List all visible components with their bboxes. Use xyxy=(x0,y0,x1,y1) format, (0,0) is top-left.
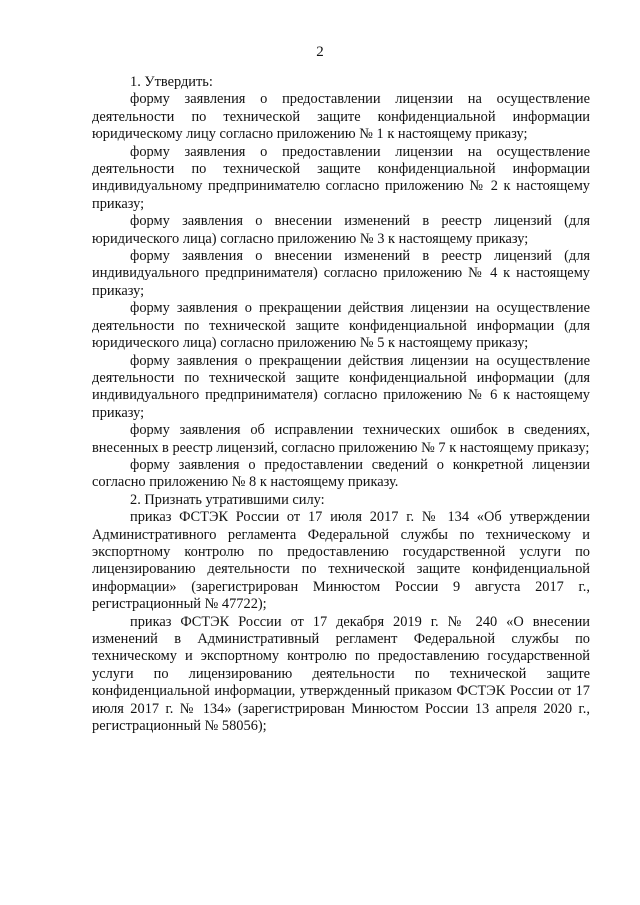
paragraph-form-3: форму заявления о внесении изменений в реестр лицензий (для юридического лица) согласно приложению № 3 к настоящему приказу; xyxy=(92,213,590,247)
paragraph-form-2: форму заявления о предоставлении лицензии на осуществление деятельности по технической защите конфиденциальной информации индивидуальному предпринимателю согласно приложению № 2 к настоящему приказу; xyxy=(92,143,590,212)
paragraph-repeal-order-134: приказ ФСТЭК России от 17 июля 2017 г. № 134 «Об утверждении Административного регламента Федеральной службы по техническому и экспортному контролю по предоставлению государственной услуги по лицензированию деятельности по технической защите конфиденциальной информации» (зарегистрирован Минюстом России 9 августа 2017 г., регистрационный № 47722); xyxy=(92,509,590,613)
paragraph-repeal-order-240: приказ ФСТЭК России от 17 декабря 2019 г. № 240 «О внесении изменений в Административный регламент Федеральной службы по техническому и экспортному контролю по предоставлению государственной услуги по лицензированию деятельности по технической защите конфиденциальной информации, утвержденный приказом ФСТЭК России от 17 июля 2017 г. № 134» (зарегистрирован Минюстом России 13 апреля 2020 г., регистрационный № 58056); xyxy=(92,613,590,735)
paragraph-approve-heading: 1. Утвердить: xyxy=(130,74,213,90)
paragraph-form-6: форму заявления о прекращении действия лицензии на осуществление деятельности по технической защите конфиденциальной информации (для индивидуального предпринимателя) согласно приложению № 6 к настоящему приказу; xyxy=(92,352,590,421)
page-number: 2 xyxy=(316,44,324,60)
paragraph-repeal-heading: 2. Признать утратившими силу: xyxy=(130,491,325,508)
paragraph-form-8: форму заявления о предоставлении сведений о конкретной лицензии согласно приложению № 8 к настоящему приказу. xyxy=(92,456,590,491)
paragraph-form-7: форму заявления об исправлении технических ошибок в сведениях, внесенных в реестр лицензий, согласно приложению № 7 к настоящему приказу; xyxy=(92,422,590,456)
paragraph-form-1: форму заявления о предоставлении лицензии на осуществление деятельности по технической защите конфиденциальной информации юридическому лицу согласно приложению № 1 к настоящему приказу; xyxy=(92,91,590,143)
document-body xyxy=(92,74,590,735)
paragraph-form-5: форму заявления о прекращении действия лицензии на осуществление деятельности по технической защите конфиденциальной информации (для юридического лица) согласно приложению № 5 к настоящему приказу; xyxy=(92,300,590,352)
paragraph-form-4: форму заявления о внесении изменений в реестр лицензий (для индивидуального предпринимателя) согласно приложению № 4 к настоящему приказу; xyxy=(92,248,590,299)
